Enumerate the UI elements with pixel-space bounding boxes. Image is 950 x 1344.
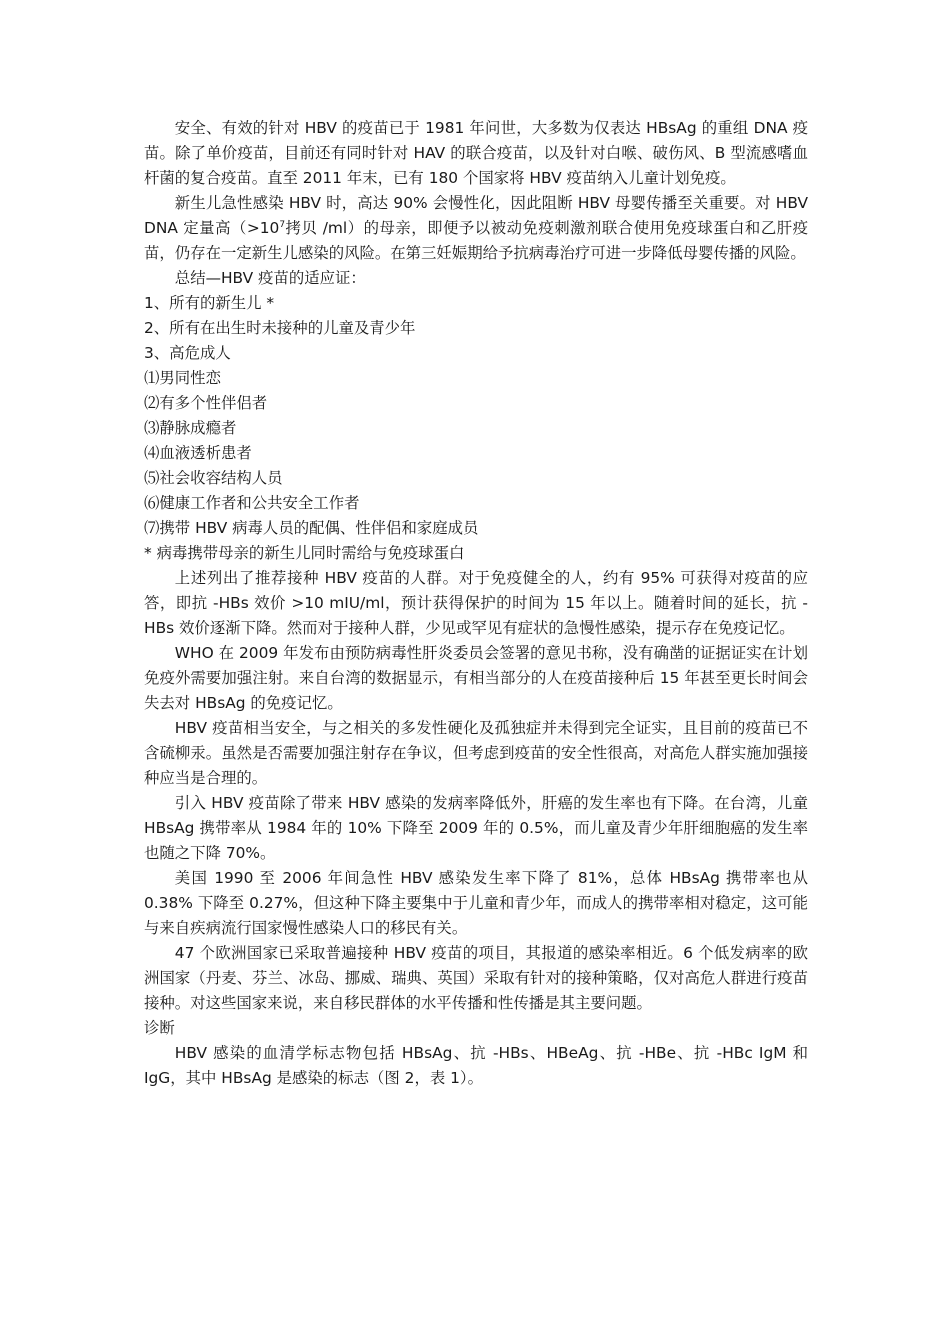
high-risk-item-7: ⑺携带 HBV 病毒人员的配偶、性伴侣和家庭成员 [144, 519, 479, 537]
paragraph-vaccine-response: 上述列出了推荐接种 HBV 疫苗的人群。对于免疫健全的人，约有 95% 可获得对疫苗的应答，即抗 -HBs 效价 >10 mIU/ml，预计获得保护的时间为 15 年以上。随着时间的延长，抗 -HBs 效价逐渐下降。然而对于接种人群，少见或罕见有症状的急慢性感染，提示存在免疫记忆。 [144, 569, 808, 637]
section-heading-diagnosis: 诊断 [144, 1019, 175, 1037]
high-risk-item-3: ⑶静脉成瘾者 [144, 419, 237, 437]
paragraph-mother-to-child-part2: 拷贝 /ml）的母亲，即便予以被动免疫刺激剂联合使用免疫球蛋白和乙肝疫苗，仍存在一定新生儿感染的风险。在第三妊娠期给予抗病毒治疗可进一步降低母婴传播的风险。 [144, 219, 808, 262]
paragraph-us-data: 美国 1990 至 2006 年间急性 HBV 感染发生率下降了 81%，总体 HBsAg 携带率也从 0.38% 下降至 0.27%，但这种下降主要集中于儿童和青少年，而成人的携带率相对稳定，这可能与来自疾病流行国家慢性感染人口的移民有关。 [144, 869, 808, 937]
indication-item-2: 2、所有在出生时未接种的儿童及青少年 [144, 319, 416, 337]
high-risk-item-1: ⑴男同性恋 [144, 369, 221, 387]
paragraph-serology: HBV 感染的血清学标志物包括 HBsAg、抗 -HBs、HBeAg、抗 -HBe、抗 -HBc IgM 和 IgG，其中 HBsAg 是感染的标志（图 2，表 1）。 [144, 1044, 808, 1087]
high-risk-item-6: ⑹健康工作者和公共安全工作者 [144, 494, 360, 512]
footnote: * 病毒携带母亲的新生儿同时需给与免疫球蛋白 [144, 544, 465, 562]
paragraph-who-statement: WHO 在 2009 年发布由预防病毒性肝炎委员会签署的意见书称，没有确凿的证据证实在计划免疫外需要加强注射。来自台湾的数据显示，有相当部分的人在疫苗接种后 15 年甚至更长时间会失去对 HBsAg 的免疫记忆。 [144, 644, 808, 712]
paragraph-vaccine-safety: HBV 疫苗相当安全，与之相关的多发性硬化及孤独症并未得到完全证实，且目前的疫苗已不含硫柳汞。虽然是否需要加强注射存在争议，但考虑到疫苗的安全性很高，对高危人群实施加强接种应当是合理的。 [144, 719, 808, 787]
paragraph-mother-to-child [144, 191, 808, 266]
summary-title: 总结—HBV 疫苗的适应证： [174, 269, 366, 287]
paragraph-taiwan-data: 引入 HBV 疫苗除了带来 HBV 感染的发病率降低外，肝癌的发生率也有下降。在台湾，儿童 HBsAg 携带率从 1984 年的 10% 下降至 2009 年的 0.5%，而儿童及青少年肝细胞癌的发生率也随之下降 70%。 [144, 794, 808, 862]
indication-item-1: 1、所有的新生儿 * [144, 294, 275, 312]
paragraph-europe-data: 47 个欧洲国家已采取普遍接种 HBV 疫苗的项目，其报道的感染率相近。6 个低发病率的欧洲国家（丹麦、芬兰、冰岛、挪威、瑞典、英国）采取有针对的接种策略，仅对高危人群进行疫苗接种。对这些国家来说，来自移民群体的水平传播和性传播是其主要问题。 [144, 944, 808, 1012]
high-risk-item-4: ⑷血液透析患者 [144, 444, 252, 462]
paragraph-vaccine-intro: 安全、有效的针对 HBV 的疫苗已于 1981 年问世，大多数为仅表达 HBsAg 的重组 DNA 疫苗。除了单价疫苗，目前还有同时针对 HAV 的联合疫苗，以及针对白喉、破伤风、B 型流感嗜血杆菌的复合疫苗。直至 2011 年末，已有 180 个国家将 HBV 疫苗纳入儿童计划免疫。 [144, 119, 808, 187]
indication-item-3: 3、高危成人 [144, 344, 231, 362]
paragraph-mother-to-child-part1: 新生儿急性感染 HBV 时，高达 90% 会慢性化，因此阻断 HBV 母婴传播至关重要。对 HBV DNA 定量高（>10 [144, 194, 808, 237]
superscript-exponent: 7 [279, 220, 286, 230]
high-risk-item-2: ⑵有多个性伴侣者 [144, 394, 268, 412]
high-risk-item-5: ⑸社会收容结构人员 [144, 469, 283, 487]
document-body [144, 116, 808, 1091]
